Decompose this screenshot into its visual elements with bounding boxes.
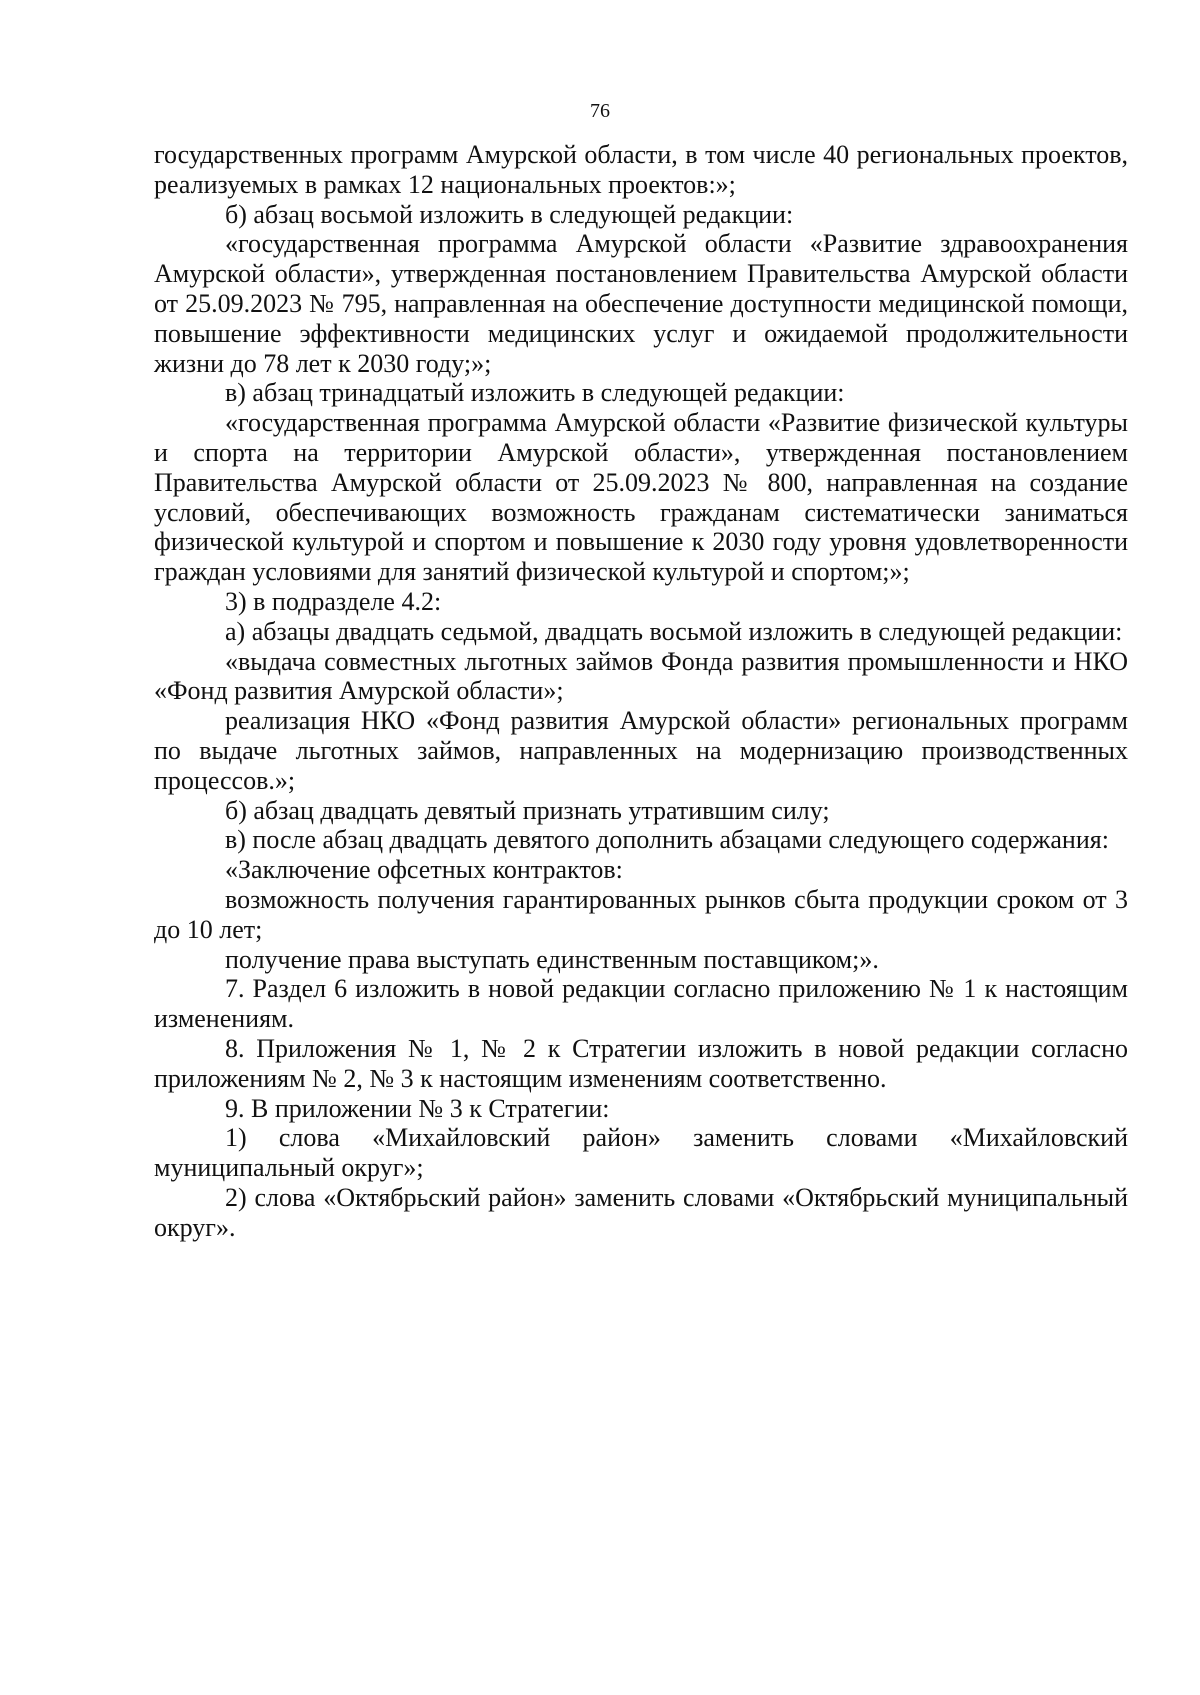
paragraph-item-b-eighth: б) абзац восьмой изложить в следующей редакции: [225, 199, 794, 229]
page-number: 76 [590, 100, 610, 122]
paragraph-item-8: 8. Приложения № 1, № 2 к Стратегии изложить в новой редакции согласно приложениям № 2, № 3 к настоящим изменениям соответственно. [154, 1033, 1128, 1093]
paragraph-item-b-29: б) абзац двадцать девятый признать утратившим силу; [225, 795, 830, 825]
paragraph-offset-contracts: «Заключение офсетных контрактов: [225, 855, 623, 885]
paragraph-sole-supplier: получение права выступать единственным поставщиком;». [225, 944, 879, 974]
paragraph-item-9: 9. В приложении № 3 к Стратегии: [225, 1093, 610, 1123]
document-body [154, 140, 1128, 1242]
paragraph-sport-program: «государственная программа Амурской области «Развитие физической культуры и спорта на территории Амурской области», утвержденная постановлением Правительства Амурской области от 25.09.2023 № 800, направленная на создание условий, обеспечивающих возможность гражданам систематически заниматься физической культурой и спортом и повышение к 2030 году уровня удовлетворенности граждан условиями для занятий физической культурой и спортом;»; [154, 408, 1128, 587]
paragraph-item-v-thirteenth: в) абзац тринадцатый изложить в следующей редакции: [225, 378, 845, 408]
paragraph-item-v-after-29: в) после абзац двадцать девятого дополнить абзацами следующего содержания: [225, 825, 1109, 855]
paragraph-item-7: 7. Раздел 6 изложить в новой редакции согласно приложению № 1 к настоящим изменениям. [154, 974, 1128, 1034]
paragraph-healthcare-program: «государственная программа Амурской области «Развитие здравоохранения Амурской области», утвержденная постановлением Правительства Амурской области от 25.09.2023 № 795, направленная на обеспечение доступности медицинской помощи, повышение эффективности медицинских услуг и ожидаемой продолжительности жизни до 78 лет к 2030 году;»; [154, 229, 1128, 378]
paragraph-guaranteed-markets: возможность получения гарантированных рынков сбыта продукции сроком от 3 до 10 лет; [154, 884, 1128, 944]
paragraph-continuation: государственных программ Амурской области, в том числе 40 региональных проектов, реализуемых в рамках 12 национальных проектов:»; [154, 140, 1128, 199]
paragraph-nko-programs: реализация НКО «Фонд развития Амурской области» региональных программ по выдаче льготных займов, направленных на модернизацию производственных процессов.»; [154, 706, 1128, 795]
paragraph-item-9-1: 1) слова «Михайловский район» заменить словами «Михайловский муниципальный округ»; [154, 1123, 1128, 1183]
paragraph-loans: «выдача совместных льготных займов Фонда развития промышленности и НКО «Фонд развития Амурской области»; [154, 646, 1128, 706]
paragraph-subsection-4-2: 3) в подразделе 4.2: [225, 586, 442, 616]
paragraph-item-a-27-28: а) абзацы двадцать седьмой, двадцать восьмой изложить в следующей редакции: [225, 616, 1123, 646]
paragraph-item-9-2: 2) слова «Октябрьский район» заменить словами «Октябрьский муниципальный округ». [154, 1182, 1128, 1242]
